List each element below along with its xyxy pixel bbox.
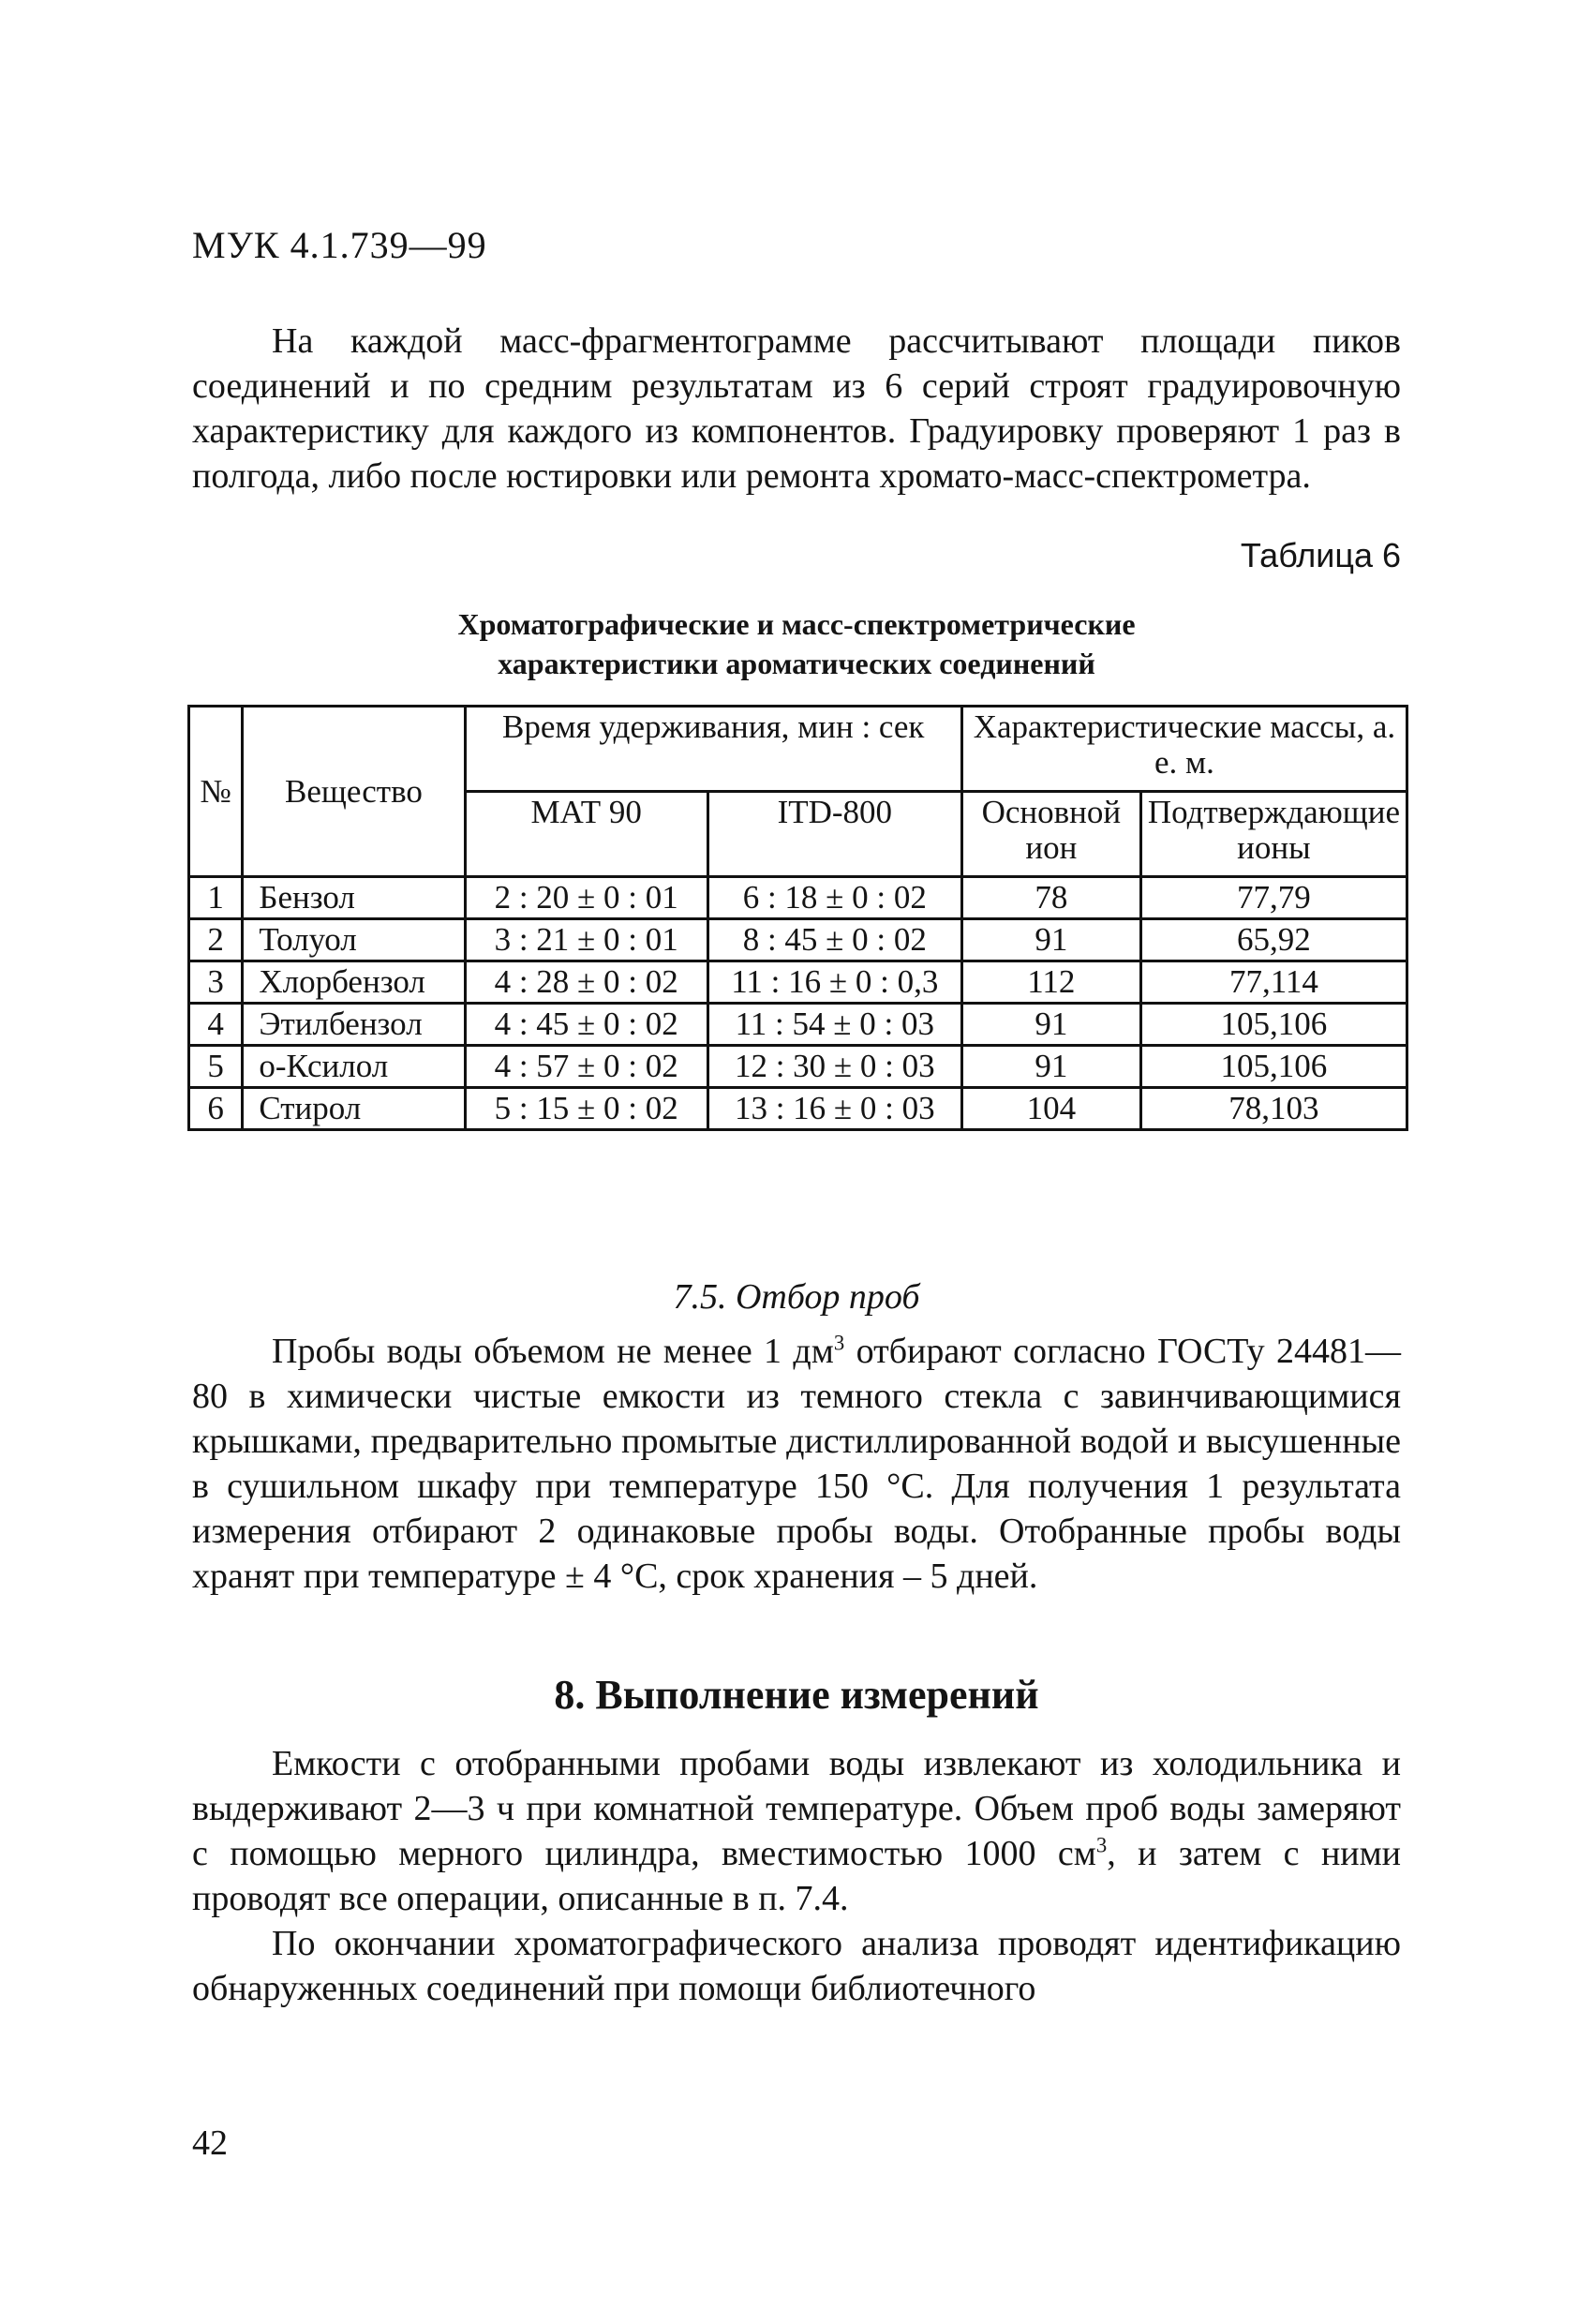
cell-itd800: 8 : 45 ± 0 : 02 [707,919,961,961]
header-substance: Вещество [243,707,465,877]
table-title-line-1: Хроматографические и масс-спектрометрические [457,607,1136,641]
cell-itd800: 12 : 30 ± 0 : 03 [707,1046,961,1088]
cell-confirming-ions: 77,114 [1140,961,1407,1004]
measurements-superscript: 3 [1095,1833,1108,1857]
cell-number: 6 [189,1088,243,1130]
cell-itd800: 11 : 16 ± 0 : 0,3 [707,961,961,1004]
cell-substance: Этилбензол [243,1004,465,1046]
cell-substance: Стирол [243,1088,465,1130]
cell-main-ion: 91 [961,1046,1140,1088]
sampling-paragraph [192,1329,1401,1599]
header-retention-time: Время удерживания, мин : сек [465,707,961,792]
cell-main-ion: 91 [961,1004,1140,1046]
cell-confirming-ions: 77,79 [1140,877,1407,919]
intro-paragraph: На каждой масс-фрагментограмме рассчитывают площади пиков соединений и по средним результатам из 6 серий строят градуировочную характеристику для каждого из компонентов. Градуировку проверяют 1 раз в полгода, либо после юстировки или ремонта хромато-масс-спектрометра. [192,321,1401,496]
cell-itd800: 13 : 16 ± 0 : 03 [707,1088,961,1130]
cell-mat90: 4 : 28 ± 0 : 02 [465,961,707,1004]
table-row [189,1046,1407,1088]
cell-confirming-ions: 105,106 [1140,1046,1407,1088]
table-row [189,877,1407,919]
cell-mat90: 4 : 45 ± 0 : 02 [465,1004,707,1046]
cell-number: 4 [189,1004,243,1046]
table-row [189,961,1407,1004]
cell-confirming-ions: 65,92 [1140,919,1407,961]
measurements-heading: 8. Выполнение измерений [554,1672,1039,1718]
header-itd800: ITD-800 [707,792,961,877]
cell-confirming-ions: 105,106 [1140,1004,1407,1046]
data-table [187,705,1408,1131]
header-confirming-ions: Подтверждающие ионы [1140,792,1407,877]
cell-number: 2 [189,919,243,961]
sampling-text-end: отбирают согласно ГОСТу 24481—80 в химически чистые емкости из темного стекла с завинчивающимися крышками, предварительно промытые дистиллированной водой и высушенные в сушильном шкафу при температуре 150 °С. Для получения 1 результата измерения отбирают 2 одинаковые пробы воды. Отобранные пробы воды хранят при температуре ± 4 °С, срок хранения – 5 дней. [192,1332,1401,1596]
cell-mat90: 4 : 57 ± 0 : 02 [465,1046,707,1088]
cell-confirming-ions: 78,103 [1140,1088,1407,1130]
cell-substance: Хлорбензол [243,961,465,1004]
running-title: МУК 4.1.739—99 [192,224,487,266]
cell-main-ion: 78 [961,877,1140,919]
cell-number: 1 [189,877,243,919]
cell-mat90: 2 : 20 ± 0 : 01 [465,877,707,919]
cell-itd800: 6 : 18 ± 0 : 02 [707,877,961,919]
header-characteristic-masses: Характеристические массы, а. е. м. [961,707,1407,792]
cell-number: 3 [189,961,243,1004]
cell-substance: о-Ксилол [243,1046,465,1088]
measurements-text-end: , и затем с ними проводят все операции, описанные в п. 7.4. [192,1834,1402,1918]
measurements-paragraph-1 [192,1741,1401,1921]
cell-mat90: 5 : 15 ± 0 : 02 [465,1088,707,1130]
table-title-line-2: характеристики ароматических соединений [498,647,1095,680]
table-title [192,604,1401,683]
cell-main-ion: 104 [961,1088,1140,1130]
cell-substance: Толуол [243,919,465,961]
header-main-ion: Основной ион [961,792,1140,877]
cell-substance: Бензол [243,877,465,919]
header-mat90: МАТ 90 [465,792,707,877]
measurements-paragraph-2: По окончании хроматографического анализа проводят идентификацию обнаруженных соединений при помощи библиотечного [192,1924,1401,2008]
table-row [189,919,1407,961]
sampling-text-start: Пробы воды объемом не менее 1 дм [272,1332,834,1371]
table-label: Таблица 6 [1240,536,1401,574]
table-row [189,1088,1407,1130]
cell-itd800: 11 : 54 ± 0 : 03 [707,1004,961,1046]
sampling-heading: 7.5. Отбор проб [673,1277,920,1317]
cell-main-ion: 112 [961,961,1140,1004]
cell-main-ion: 91 [961,919,1140,961]
header-number: № [189,707,243,877]
cell-mat90: 3 : 21 ± 0 : 01 [465,919,707,961]
measurements-text-start: Емкости с отобранными пробами воды извлекают из холодильника и выдерживают 2—3 ч при комнатной температуре. Объем проб воды замеряют с помощью мерного цилиндра, вместимостью 1000 см [192,1744,1401,1873]
sampling-superscript: 3 [833,1331,845,1355]
page-number: 42 [192,2123,228,2163]
table-row [189,1004,1407,1046]
cell-number: 5 [189,1046,243,1088]
